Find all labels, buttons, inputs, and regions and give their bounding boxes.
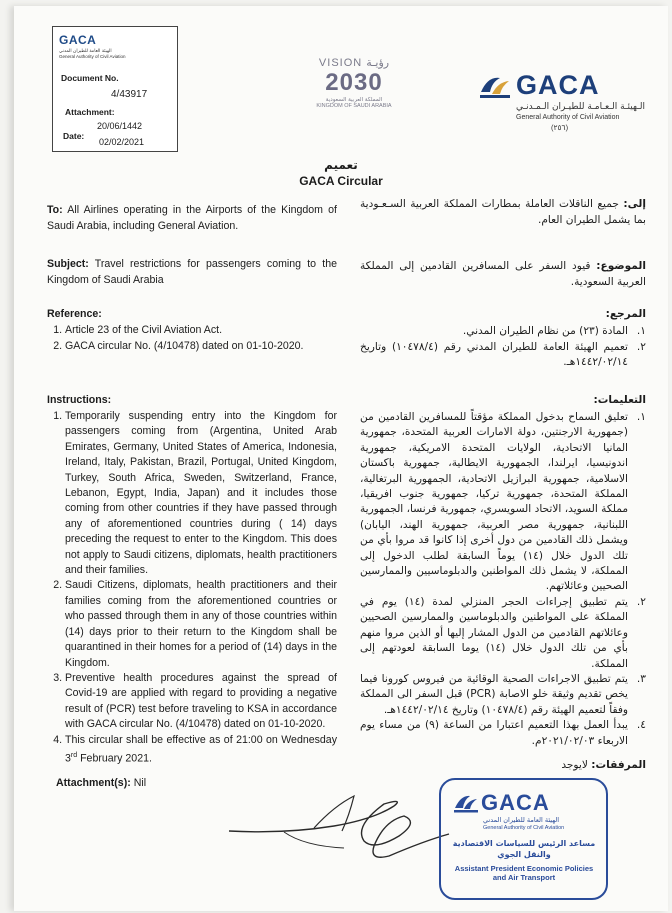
reference-ar-item: [360, 324, 646, 340]
instruction-ar-item: [360, 672, 646, 718]
reference-item: 2. GACA circular No. (4/10478) dated on 01-10-2020.: [65, 339, 337, 355]
instruction-ar-text: يبدأ العمل بهذا التعميم اعتبارا من الساعة (٩) من مساء يوم الاربعاء ٢٠٢١/٠٢/٠٣م.: [360, 719, 628, 747]
to-label: To:: [47, 204, 63, 216]
attachments-value: Nil: [133, 777, 147, 789]
reference-label: Reference:: [47, 308, 102, 320]
attachment-label: Attachment:: [65, 107, 115, 117]
instruction-item: [65, 733, 337, 767]
instruction-ar-item: [360, 595, 646, 672]
instructions-ar-list: [360, 410, 646, 749]
instruction-ar-num: ٢.: [636, 595, 646, 608]
vision-2030-logo: [304, 56, 404, 109]
instruction-item: 1. Temporarily suspending entry into the Kingdom for passengers coming from (Argentina, United Arab Emirates, Germany, United States of America, Indonesia, Ireland, Italy, Pakistan, Brazil, Portugal, United Kingdom, Turkey, South Africa, Sweden, Switzerland, France, Lebanon, Egypt, India, Japan) and it includes those coming from other countries if they have passed through any of aforementioned countries during ( 14) days preceding the request to enter to the Kingdom. This does not apply to Saudi citizens, diplomats, health practitioners and their families.: [65, 409, 337, 578]
instruction4-text-end: February 2021.: [77, 752, 152, 765]
document-info-box: [52, 26, 178, 152]
to-arabic: [360, 197, 646, 228]
official-stamp: [439, 778, 608, 900]
gaca-emblem-icon: [478, 72, 512, 100]
reference-ar-text: المادة (٢٣) من نظام الطيران المدني.: [462, 325, 628, 337]
instruction-ar-text: يتم تطبيق الاجراءات الصحية الوقائية من فيروس كورونا فيما يخص تقديم وثيقة خلو الاصابة (PCR) قبل السفر الى المملكة وفقاً لتعميم الهيئة رقم (١٠٤٧٨/٤) وتاريخ ١٤٤٢/٠٢/١٤هـ.: [360, 672, 628, 716]
subject-ar-label: الموضوع:: [596, 260, 646, 272]
date-hijri-value: 20/06/1442: [97, 121, 143, 131]
doc-box-logo-sub-ar: الهيئة العامة للطيران المدني: [59, 49, 112, 54]
document-no-value: 4/43917: [111, 89, 148, 100]
instructions-ar-label: التعليمات:: [593, 394, 646, 406]
vision-line2: 2030: [325, 69, 383, 96]
gaca-header-ar: الـهيئـة الـعـامـة للطيـران الـمـدنـي: [516, 102, 646, 112]
instruction-ar-num: ٤.: [636, 719, 646, 732]
reference-ar-list: [360, 324, 646, 371]
instruction-ar-text: يتم تطبيق إجراءات الحجر المنزلي لمدة (١٤) يوم في المملكة على المواطنين والدبلوماسين والممارسين الصحيين وعائلاتهم القادمين من الدول المشار إليها أو الذين مروا منهم بأي من تلك الدول خلال (١٤) يوما السابقة لعودتهم إلى المملكة.: [360, 595, 628, 670]
doc-box-logo: GACA: [59, 33, 97, 47]
to-english: [47, 203, 337, 234]
vision-line3-ar: المملكة العربية السعودية: [325, 97, 383, 103]
date-gregorian-value: 02/02/2021: [99, 137, 145, 147]
doc-box-logo-subtitle: [59, 49, 169, 59]
reference-ar-num: ٢.: [636, 340, 646, 353]
vision-line3-en: KINGDOM OF SAUDI ARABIA: [316, 103, 392, 109]
gaca-header-en: General Authority of Civil Aviation: [516, 114, 620, 121]
circular-page: [14, 6, 668, 911]
instruction-ar-num: ١.: [636, 411, 646, 423]
title-arabic: تعميم: [324, 158, 358, 172]
reference-ar-num: ١.: [636, 325, 646, 337]
to-ar-text: جميع الناقلات العاملة بمطارات المملكة العربية السـعـودية بما يشمل الطيران العام.: [360, 198, 646, 226]
instruction4-text: This circular shall be effective as of 21:00 on Wednesday 3: [65, 733, 337, 765]
subject-label: Subject:: [47, 258, 89, 270]
instructions-list: [47, 409, 337, 767]
instruction-ar-text: تعليق السماح بدخول المملكة مؤقتاً للمسافرين القادمين من (جمهورية الارجنتين، دولة الامارات العربية المتحدة، جمهورية المانيا الاتحادية، الولايات المتحدة الامريكية، جمهورية اندونيسيا، ايرلندا، الجمهورية الايطالية، جمهورية باكستان الاسلامية، جمهورية البرازيل الاتحادية، الجمهورية البرتغالية، المملكة المتحدة، جمهورية تركيا، جمهورية جنوب افريقيا، مملكة السويد، الاتحاد السويسري، جمهورية فرنسا، الجمهورية اللبنانية، جمهورية مصر العربية، جمهورية الهند، اليابان) ويشمل ذلك القادمين من دول أخرى إذا كانوا قد مروا بأي من تلك الدول خلال (١٤) يوماً السابقة لطلب الدخول إلى المملكة، لا يشمل ذلك المواطنين والدبلوماسيين والممارسين الصحيين وعائلاتهم.: [360, 411, 628, 593]
reference-list: [47, 323, 337, 354]
subject-text: Travel restrictions for passengers coming to the Kingdom of Saudi Arabia: [47, 258, 337, 286]
stamp-word: GACA: [481, 790, 550, 815]
to-ar-label: إلى:: [623, 198, 646, 210]
doc-box-logo-sub-en: General Authority of Civil Aviation: [59, 54, 126, 59]
vision-line1: VISION رؤيـة: [318, 57, 390, 69]
stamp-ar1: الهيئة العامة للطيران المدني: [483, 816, 560, 824]
attachments-label: Attachment(s):: [56, 777, 131, 789]
stamp-en1: General Authority of Civil Aviation: [483, 825, 565, 831]
signature-image: [224, 786, 454, 876]
stamp-en2: Assistant President Economic Policies and Air Transport: [454, 864, 594, 882]
reference-ar-label: المرجع:: [605, 308, 646, 320]
to-text: All Airlines operating in the Airports of the Kingdom of Saudi Arabia, including General Aviation.: [47, 204, 338, 232]
instruction-ar-item: [360, 718, 646, 749]
reference-ar-text: تعميم الهيئة العامة للطيران المدني رقم (١٠٤٧٨/٤) وتاريخ ١٤٤٢/٠٢/١٤هـ.: [360, 340, 628, 369]
gaca-header-word: GACA: [516, 70, 600, 100]
title-english: GACA Circular: [299, 174, 383, 188]
stamp-ar2: مساعد الرئيس للسياسات الاقتصادية والنقل الجوي: [452, 839, 596, 859]
attachments-english: [56, 776, 146, 792]
date-label: Date:: [63, 131, 85, 141]
instruction-ar-num: ٣.: [636, 672, 646, 685]
instructions-label: Instructions:: [47, 394, 112, 406]
instruction-item: 2. Saudi Citizens, diplomats, health practitioners and their families coming from the aforementioned countries or who passed through them in any of those countries within (14) days prior to their return to the Kingdom shall be quarantined in their homes for a period of (14) days in the Kingdom.: [65, 578, 337, 670]
instruction-ar-item: [360, 410, 646, 595]
reference-item: 1. Article 23 of the Civil Aviation Act.: [65, 323, 337, 339]
subject-ar-text: قيود السفر على المسافرين القادمين إلى المملكة العربية السعودية.: [360, 260, 646, 288]
document-no-label: Document No.: [61, 73, 119, 83]
attachments-arabic: [514, 758, 646, 774]
instruction-item: 3. Preventive health procedures against the spread of Covid-19 are applied with regard to providing a negative result of (PCR) test before traveling to KSA in accordance with GACA circular No. (4/10478) dated on 01-10-2020.: [65, 671, 337, 733]
subject-english: [47, 257, 337, 288]
reference-ar-item: [360, 340, 646, 371]
attachments-ar-value: لايوجد: [561, 759, 588, 771]
attachments-ar-label: المرفقات:: [591, 759, 646, 771]
gaca-header-number: (٢٥٦): [551, 123, 569, 132]
stamp-emblem-icon: [453, 792, 479, 814]
subject-arabic: [360, 259, 646, 290]
instruction4-sup: rd: [70, 751, 78, 759]
